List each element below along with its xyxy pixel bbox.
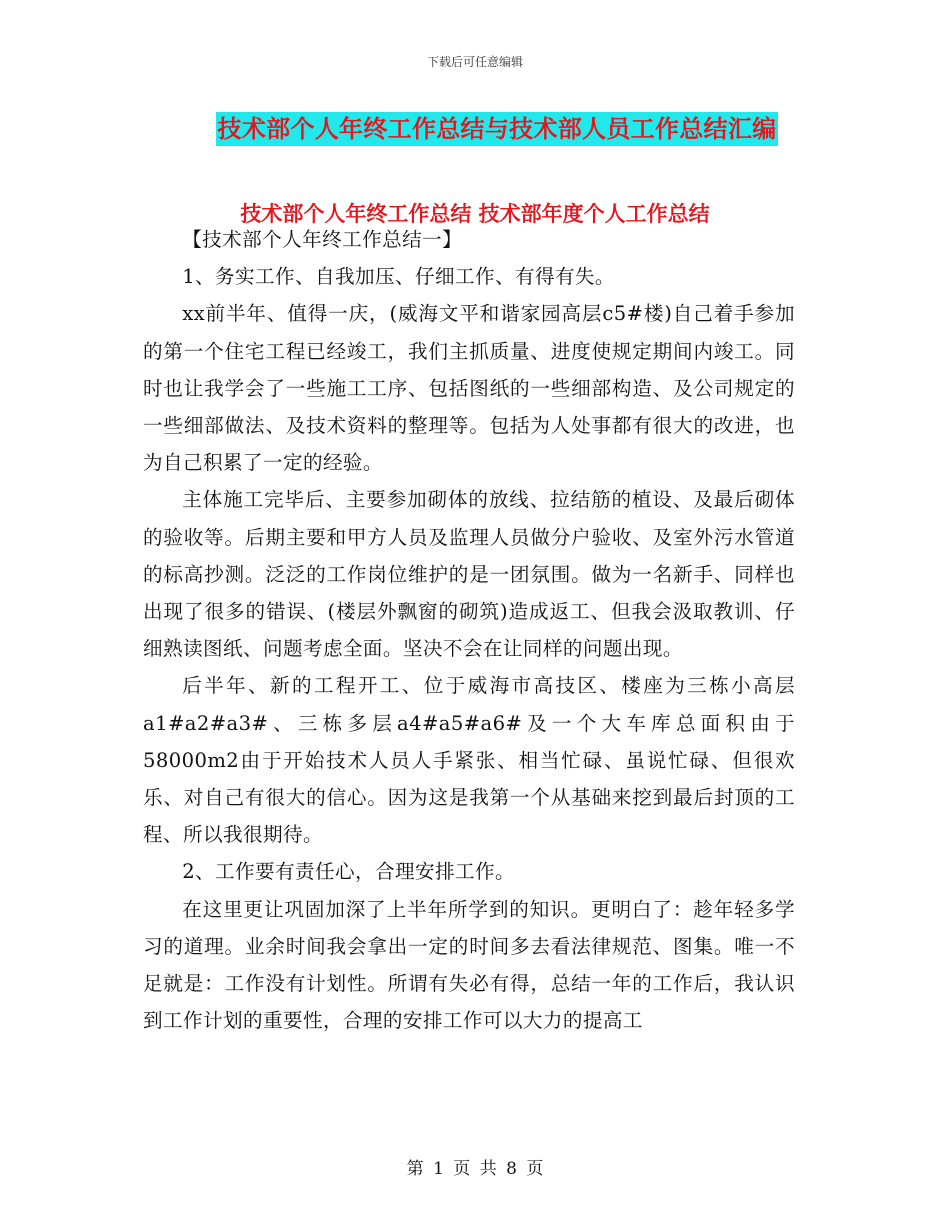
body-paragraph: 后半年、新的工程开工、位于威海市高技区、楼座为三栋小高层a1#a2#a3#、三栋多层a4#a5#a6#及一个大车库总面积由于58000m2由于开始技术人员人手紧张、相当忙碌、虽说忙碌、但很欢乐、对自己有很大的信心。因为这是我第一个从基础来挖到最后封顶的工程、所以我很期待。 [143,674,795,847]
section-heading: 【技术部个人年终工作总结一】 [182,228,463,251]
point-heading: 1、务实工作、自我加压、仔细工作、有得有失。 [182,265,615,289]
main-title-container [0,112,950,146]
document-body [143,221,795,1039]
body-paragraph: 主体施工完毕后、主要参加砌体的放线、拉结筋的植设、及最后砌体的验收等。后期主要和甲方人员及监理人员做分户验收、及室外污水管道的标高抄测。泛泛的工作岗位维护的是一团氛围。做为一名新手、同样也出现了很多的错误、(楼层外飘窗的砌筑)造成返工、但我会汲取教训、仔细熟读图纸、问题考虑全面。坚决不会在让同样的问题出现。 [143,488,795,661]
main-title: 技术部个人年终工作总结与技术部人员工作总结汇编 [216,112,779,146]
page-header-note: 下载后可任意编辑 [426,55,523,69]
body-paragraph: 在这里更让巩固加深了上半年所学到的知识。更明白了：趁年轻多学习的道理。业余时间我会拿出一定的时间多去看法律规范、图集。唯一不足就是：工作没有计划性。所谓有失必有得，总结一年的工作后，我认识到工作计划的重要性，合理的安排工作可以大力的提高工 [143,897,795,1033]
page-number-footer: 第 1 页 共 8 页 [406,1159,544,1179]
point-heading: 2、工作要有责任心，合理安排工作。 [182,860,515,884]
body-paragraph: xx前半年、值得一庆，(威海文平和谐家园高层c5#楼)自己着手参加的第一个住宅工程已经竣工，我们主抓质量、进度使规定期间内竣工。同时也让我学会了一些施工工序、包括图纸的一些细部构造、及公司规定的一些细部做法、及技术资料的整理等。包括为人处事都有很大的改进，也为自己积累了一定的经验。 [143,302,795,475]
sub-title: 技术部个人年终工作总结 技术部年度个人工作总结 [240,202,710,226]
